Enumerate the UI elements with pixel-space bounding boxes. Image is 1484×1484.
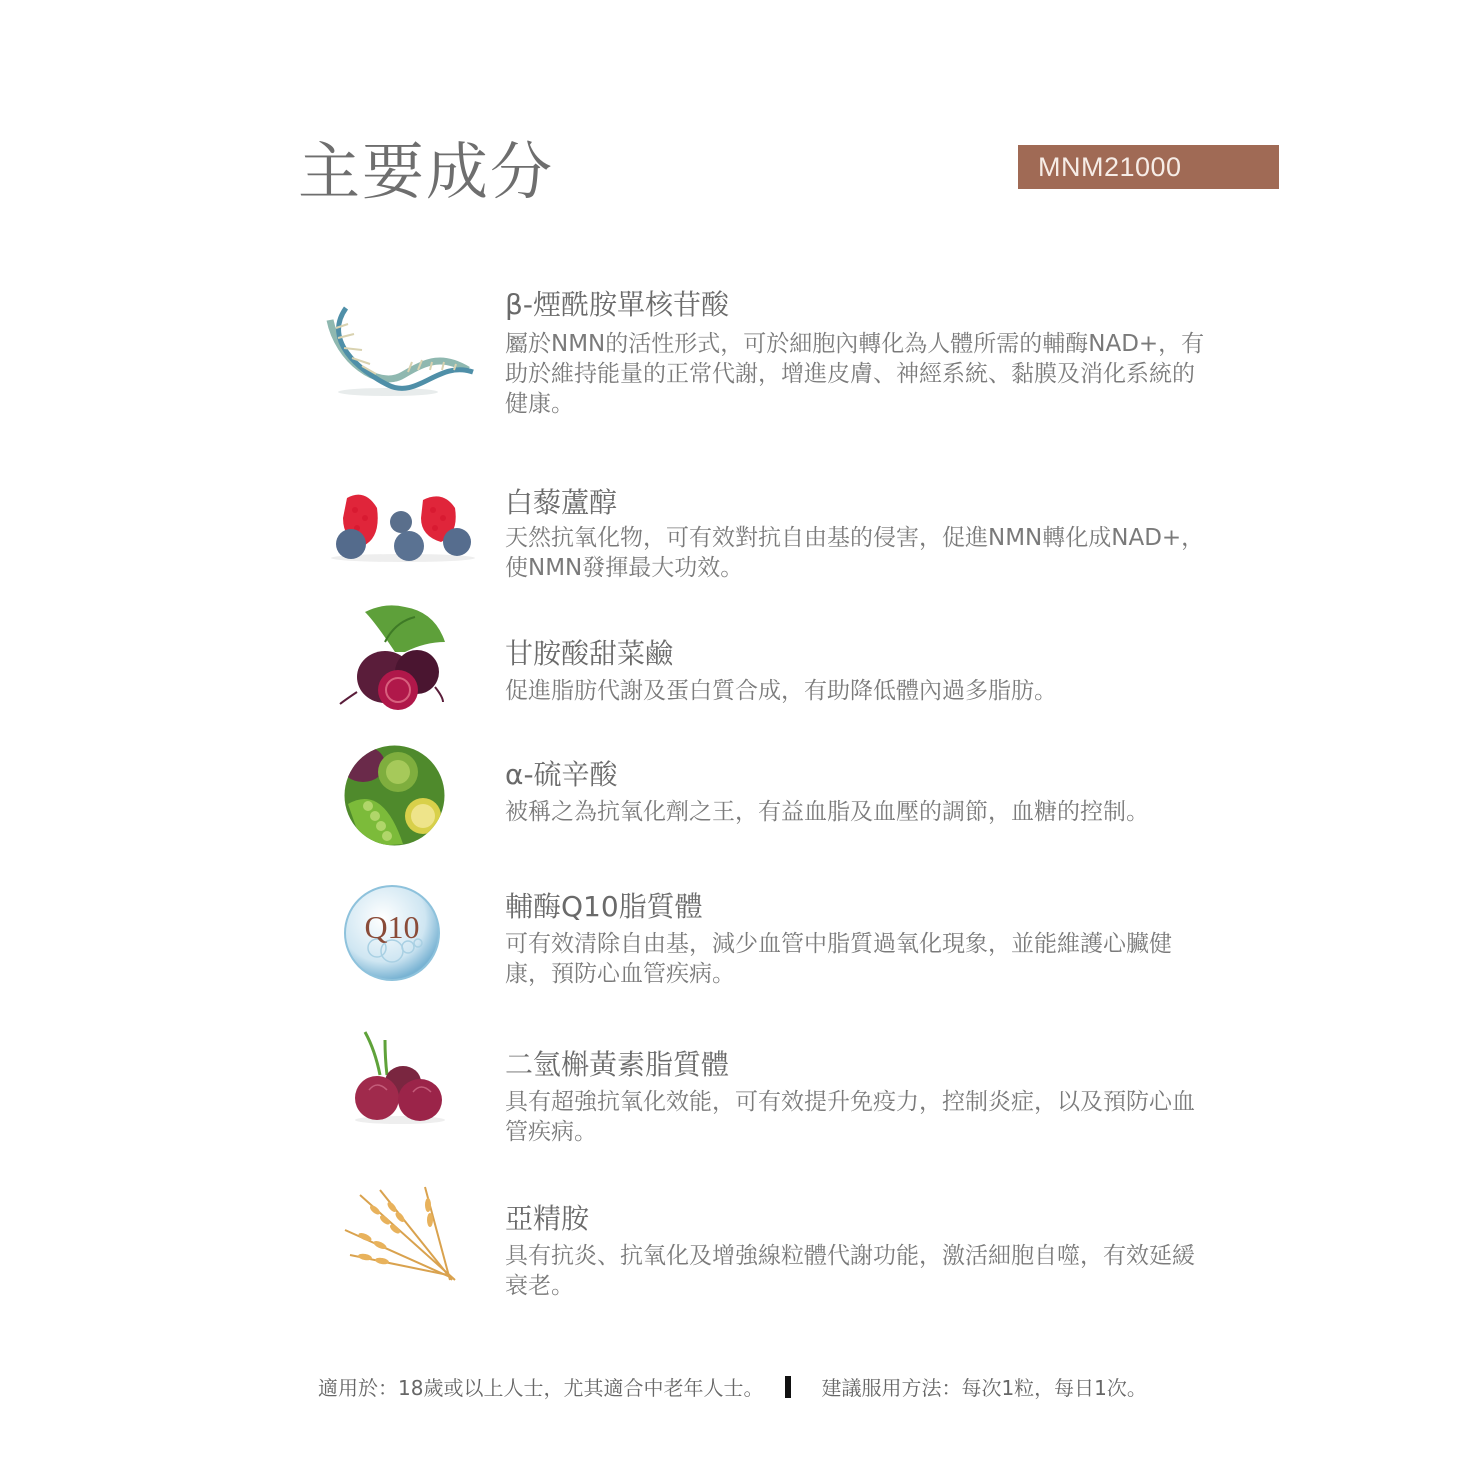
ingredient-description: 被稱之為抗氧化劑之王，有益血脂及血壓的調節，血糖的控制。: [505, 799, 1149, 825]
wheat-icon: [340, 1185, 460, 1285]
ingredient-description: 具有超強抗氧化效能，可有效提升免疫力，控制炎症，以及預防心血管疾病。: [505, 1089, 1195, 1145]
ingredient-description: 可有效清除自由基，減少血管中脂質過氧化現象，並能維護心臟健康，預防心血管疾病。: [505, 931, 1172, 987]
ingredient-name: β-煙酰胺單核苷酸: [505, 288, 729, 321]
green-vegetables-icon: [343, 744, 446, 847]
dosage-text: 建議服用方法：每次1粒，每日1次。: [821, 1376, 1147, 1400]
q10-label: Q10: [364, 909, 420, 945]
ingredient-name: 二氫槲黃素脂質體: [505, 1048, 730, 1081]
ingredient-name: α-硫辛酸: [505, 758, 618, 791]
ingredient-name: 白藜蘆醇: [505, 486, 618, 519]
ingredient-description: 天然抗氧化物，可有效對抗自由基的侵害，促進NMN轉化成NAD+，使NMN發揮最大功效。: [505, 525, 1205, 581]
ingredient-name: 甘胺酸甜菜鹼: [505, 637, 674, 670]
product-code-badge: MNM21000: [1018, 145, 1279, 189]
dna-helix-icon: [318, 300, 478, 400]
ingredient-description: 具有抗炎、抗氧化及增強線粒體代謝功能，激活細胞自噬，有效延緩衰老。: [505, 1243, 1195, 1299]
footer-info: [318, 1372, 1147, 1401]
beetroot-icon: [335, 602, 455, 712]
ingredient-description: 促進脂肪代謝及蛋白質合成，有助降低體內過多脂肪。: [505, 678, 1057, 704]
ingredient-name: 亞精胺: [505, 1202, 590, 1235]
red-onion-icon: [345, 1030, 450, 1125]
ingredient-name: 輔酶Q10脂質體: [505, 890, 703, 923]
ingredient-description: 屬於NMN的活性形式，可於細胞內轉化為人體所需的輔酶NAD+，有助於維持能量的正常代謝，增進皮膚、神經系統、黏膜及消化系統的健康。: [505, 331, 1205, 417]
q10-bubble-icon: [342, 883, 442, 983]
suitable-for-text: 適用於：18歲或以上人士，尤其適合中老年人士。: [318, 1376, 764, 1400]
berries-icon: [325, 488, 480, 563]
footer-separator: [785, 1376, 791, 1398]
page-title: 主要成分: [298, 135, 555, 208]
